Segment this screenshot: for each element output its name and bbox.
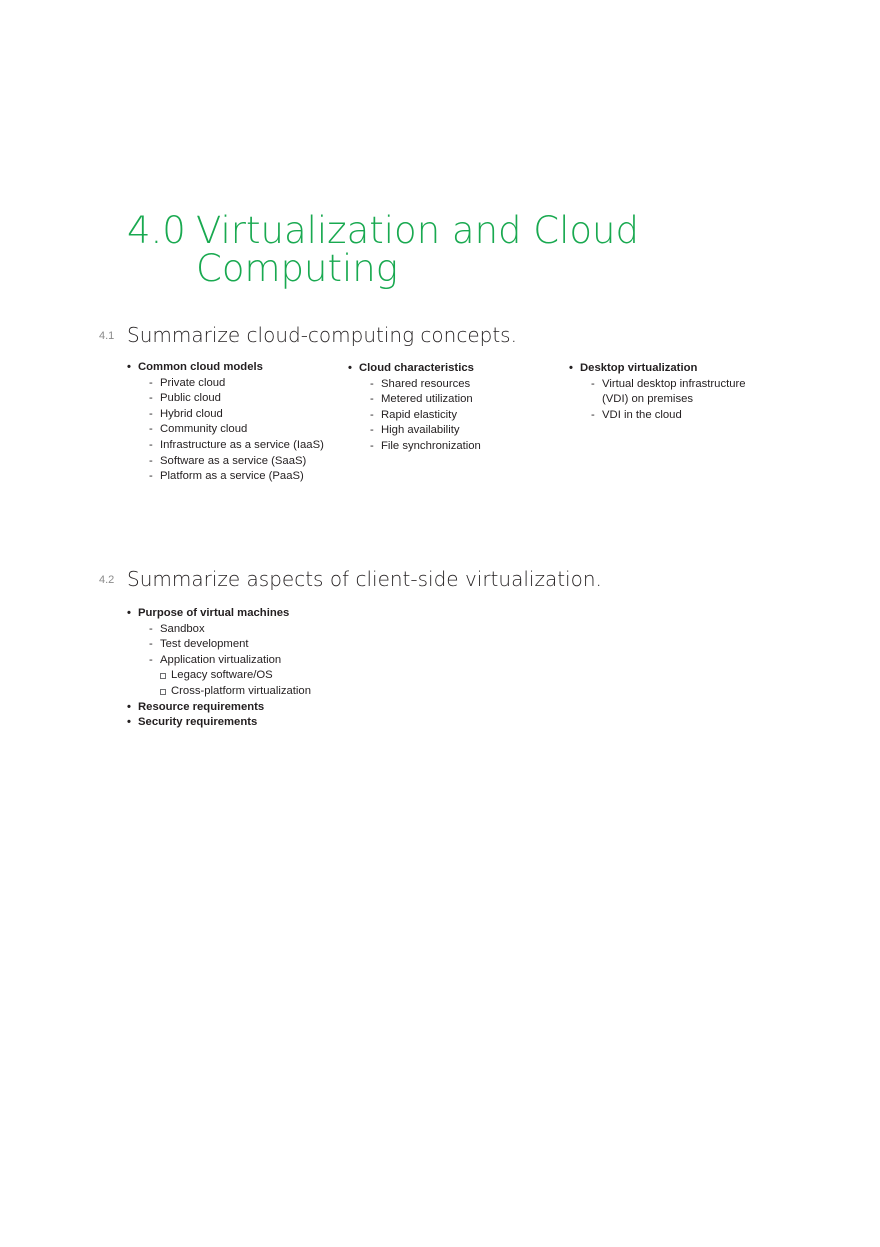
list-item: - File synchronization [359, 439, 563, 455]
title-number: 4.0 [127, 209, 186, 252]
list-item: - Public cloud [138, 391, 342, 407]
list-item: - Software as a service (SaaS) [138, 454, 342, 470]
section-number: 4.1 [99, 330, 115, 342]
list-item: - Rapid elasticity [359, 408, 563, 424]
list-heading: • Purpose of virtual machines - Sandbox - Test development - Application virtualization Legacy software/OS Cross-platform virtualization [127, 606, 427, 700]
section-title: Summarize aspects of client-side virtualization. [127, 567, 602, 591]
list-item: - Private cloud [138, 376, 342, 392]
column-cloud-models [127, 360, 342, 485]
list-heading: • Resource requirements [127, 700, 427, 716]
column-client-virtualization [127, 606, 427, 731]
list-item: - Shared resources [359, 377, 563, 393]
list-item: - Sandbox [138, 622, 427, 638]
list-item: - Hybrid cloud [138, 407, 342, 423]
list-item: - Metered utilization [359, 392, 563, 408]
section-number: 4.2 [99, 574, 115, 586]
list-heading: • Common cloud models - Private cloud - Public cloud - Hybrid cloud - Community cloud - Infrastructure as a service (IaaS) - Software as a service (SaaS) - Platform as a service (PaaS) [127, 360, 342, 485]
list-item: - Infrastructure as a service (IaaS) [138, 438, 342, 454]
list-item: - Platform as a service (PaaS) [138, 469, 342, 485]
section-title: Summarize cloud-computing concepts. [127, 323, 517, 347]
column-cloud-characteristics [348, 361, 563, 455]
column-desktop-virtualization [569, 361, 769, 423]
sub-list-item: Legacy software/OS [138, 668, 427, 684]
list-item: - Community cloud [138, 422, 342, 438]
list-item: - Virtual desktop infrastructure (VDI) on premises [580, 377, 769, 408]
page-title [127, 209, 639, 290]
list-item: - VDI in the cloud [580, 408, 769, 424]
list-heading: • Cloud characteristics - Shared resources - Metered utilization - Rapid elasticity - High availability - File synchronization [348, 361, 563, 455]
list-heading: • Security requirements [127, 715, 427, 731]
list-heading: • Desktop virtualization - Virtual desktop infrastructure (VDI) on premises - VDI in the cloud [569, 361, 769, 423]
title-line1: Virtualization and Cloud [196, 209, 639, 252]
list-item: - Application virtualization [138, 653, 427, 669]
sub-list-item: Cross-platform virtualization [138, 684, 427, 700]
list-item: - High availability [359, 423, 563, 439]
title-line2: Computing [196, 247, 398, 290]
list-item: - Test development [138, 637, 427, 653]
